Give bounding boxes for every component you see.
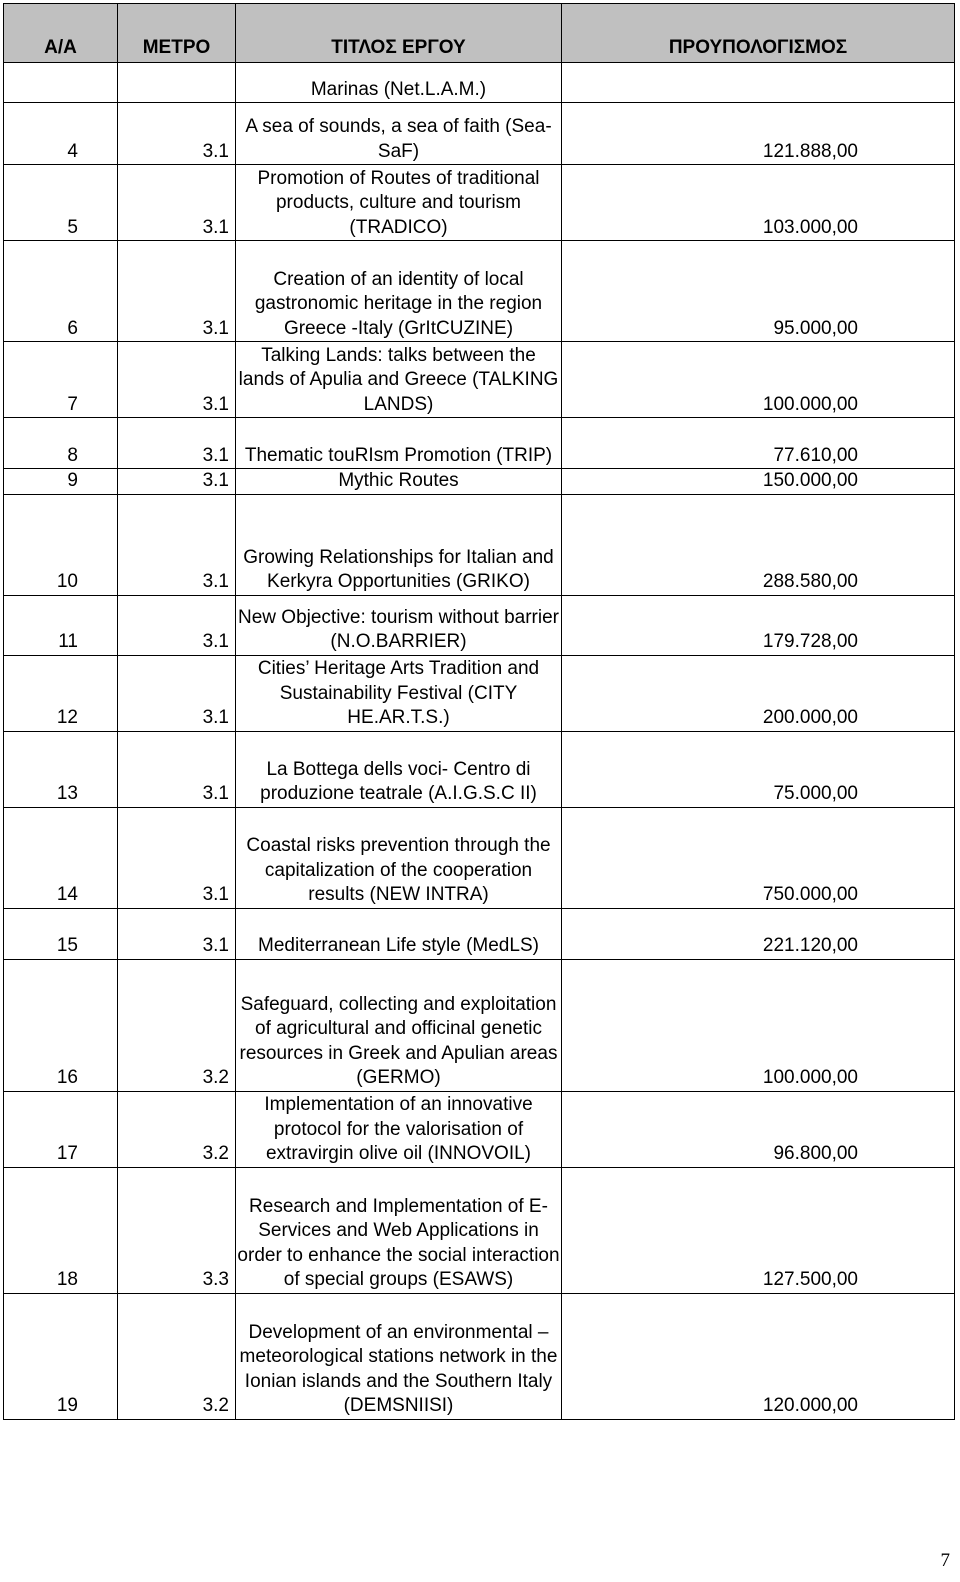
projects-table xyxy=(3,3,955,1420)
cell-aa: 14 xyxy=(4,807,118,908)
cell-title: Safeguard, collecting and exploitation of agricultural and officinal genetic resources in Greek and Apulian areas (GERMO) xyxy=(236,959,562,1091)
header-budget: ΠΡΟΥΠΟΛΟΓΙΣΜΟΣ xyxy=(562,4,955,63)
cell-budget xyxy=(562,63,955,103)
continuation-row xyxy=(4,63,955,103)
cell-title: Creation of an identity of local gastronomic heritage in the region Greece -Italy (GrItCUZINE) xyxy=(236,241,562,342)
cell-budget: 127.500,00 xyxy=(562,1167,955,1293)
cell-measure: 3.1 xyxy=(118,908,236,959)
cell-aa: 7 xyxy=(4,342,118,418)
header-row xyxy=(4,4,955,63)
cell-measure: 3.1 xyxy=(118,595,236,655)
cell-aa: 4 xyxy=(4,103,118,165)
cell-aa xyxy=(4,63,118,103)
header-title: ΤΙΤΛΟΣ ΕΡΓΟΥ xyxy=(236,4,562,63)
table-row xyxy=(4,595,955,655)
cell-measure: 3.1 xyxy=(118,731,236,807)
table-row xyxy=(4,241,955,342)
cell-measure: 3.2 xyxy=(118,959,236,1091)
cell-aa: 11 xyxy=(4,595,118,655)
cell-title: Research and Implementation of E-Services and Web Applications in order to enhance the social interaction of special groups (ESAWS) xyxy=(236,1167,562,1293)
cell-aa: 18 xyxy=(4,1167,118,1293)
cell-budget: 120.000,00 xyxy=(562,1293,955,1419)
cell-budget: 75.000,00 xyxy=(562,731,955,807)
cell-measure: 3.1 xyxy=(118,655,236,731)
cell-budget: 150.000,00 xyxy=(562,469,955,495)
cell-measure: 3.1 xyxy=(118,469,236,495)
cell-measure: 3.2 xyxy=(118,1091,236,1167)
table-row xyxy=(4,655,955,731)
cell-title: Growing Relationships for Italian and Kerkyra Opportunities (GRIKO) xyxy=(236,494,562,595)
cell-budget: 96.800,00 xyxy=(562,1091,955,1167)
cell-budget: 179.728,00 xyxy=(562,595,955,655)
table-row xyxy=(4,494,955,595)
cell-measure: 3.1 xyxy=(118,165,236,241)
table-row xyxy=(4,959,955,1091)
table-row xyxy=(4,342,955,418)
cell-measure: 3.1 xyxy=(118,103,236,165)
cell-budget: 77.610,00 xyxy=(562,418,955,469)
page-number: 7 xyxy=(940,1550,950,1571)
cell-budget: 95.000,00 xyxy=(562,241,955,342)
cell-aa: 5 xyxy=(4,165,118,241)
cell-measure: 3.1 xyxy=(118,342,236,418)
table-row xyxy=(4,1091,955,1167)
cell-budget: 288.580,00 xyxy=(562,494,955,595)
cell-title: New Objective: tourism without barrier (N.O.BARRIER) xyxy=(236,595,562,655)
cell-title: Mediterranean Life style (MedLS) xyxy=(236,908,562,959)
table-row xyxy=(4,469,955,495)
cell-aa: 19 xyxy=(4,1293,118,1419)
cell-title: A sea of sounds, a sea of faith (Sea-SaF) xyxy=(236,103,562,165)
cell-aa: 10 xyxy=(4,494,118,595)
cell-budget: 121.888,00 xyxy=(562,103,955,165)
cell-measure: 3.1 xyxy=(118,807,236,908)
cell-budget: 100.000,00 xyxy=(562,959,955,1091)
table-row xyxy=(4,103,955,165)
cell-aa: 16 xyxy=(4,959,118,1091)
cell-budget: 103.000,00 xyxy=(562,165,955,241)
cell-budget: 750.000,00 xyxy=(562,807,955,908)
cell-aa: 8 xyxy=(4,418,118,469)
table-row xyxy=(4,1167,955,1293)
cell-measure: 3.2 xyxy=(118,1293,236,1419)
continuation-title: Marinas (Net.L.A.M.) xyxy=(236,63,562,103)
cell-title: Coastal risks prevention through the capitalization of the cooperation results (NEW INTRA) xyxy=(236,807,562,908)
cell-measure: 3.1 xyxy=(118,418,236,469)
table-row xyxy=(4,1293,955,1419)
cell-title: Thematic touRIsm Promotion (TRIP) xyxy=(236,418,562,469)
cell-aa: 13 xyxy=(4,731,118,807)
cell-aa: 12 xyxy=(4,655,118,731)
cell-aa: 6 xyxy=(4,241,118,342)
table-row xyxy=(4,807,955,908)
header-measure: ΜΕΤΡΟ xyxy=(118,4,236,63)
cell-budget: 200.000,00 xyxy=(562,655,955,731)
cell-title: Cities’ Heritage Arts Tradition and Sustainability Festival (CITY HE.AR.T.S.) xyxy=(236,655,562,731)
table-row xyxy=(4,908,955,959)
cell-measure: 3.1 xyxy=(118,494,236,595)
cell-title: La Bottega dells voci- Centro di produzione teatrale (A.I.G.S.C II) xyxy=(236,731,562,807)
cell-measure: 3.1 xyxy=(118,241,236,342)
cell-budget: 221.120,00 xyxy=(562,908,955,959)
table-body xyxy=(4,63,955,1420)
table-row xyxy=(4,165,955,241)
table-row xyxy=(4,731,955,807)
cell-measure: 3.3 xyxy=(118,1167,236,1293)
cell-title: Development of an environmental – meteorological stations network in the Ionian islands and the Southern Italy (DEMSNIISI) xyxy=(236,1293,562,1419)
cell-title: Promotion of Routes of traditional products, culture and tourism (TRADICO) xyxy=(236,165,562,241)
cell-title: Talking Lands: talks between the lands of Apulia and Greece (TALKING LANDS) xyxy=(236,342,562,418)
cell-title: Mythic Routes xyxy=(236,469,562,495)
cell-measure xyxy=(118,63,236,103)
cell-aa: 17 xyxy=(4,1091,118,1167)
cell-budget: 100.000,00 xyxy=(562,342,955,418)
cell-aa: 9 xyxy=(4,469,118,495)
table-row xyxy=(4,418,955,469)
cell-title: Implementation of an innovative protocol for the valorisation of extravirgin olive oil (INNOVOIL) xyxy=(236,1091,562,1167)
cell-aa: 15 xyxy=(4,908,118,959)
header-aa: Α/Α xyxy=(4,4,118,63)
